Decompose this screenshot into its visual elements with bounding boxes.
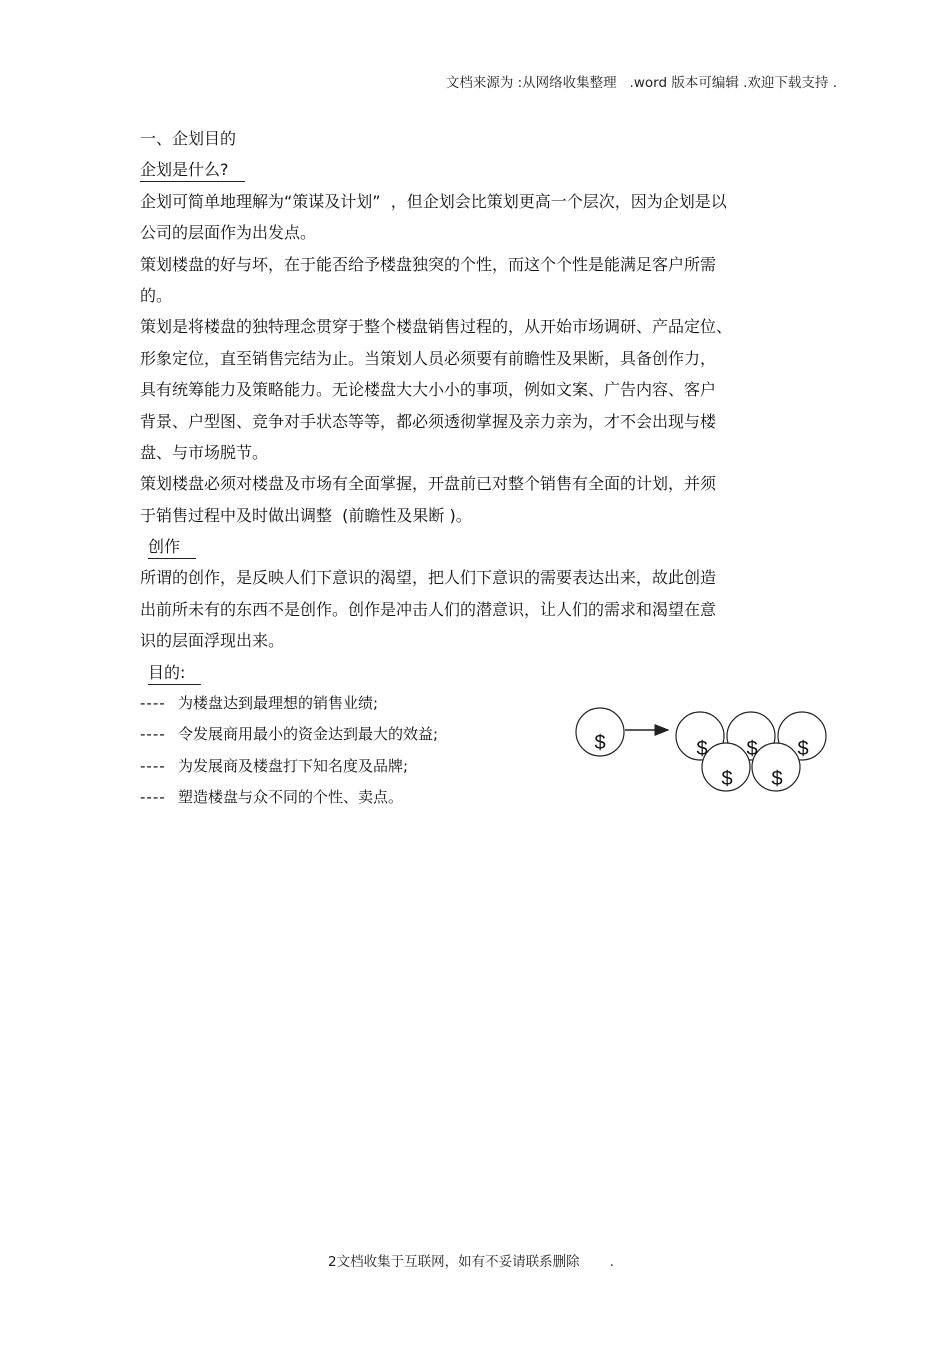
dollar-sign: $ bbox=[696, 738, 708, 760]
goal-heading-row bbox=[140, 657, 820, 688]
subheading: 企划是什么? bbox=[140, 159, 245, 182]
paragraph-line: 盘、与市场脱节。 bbox=[140, 442, 269, 462]
paragraph-line: 策划楼盘的好与坏，在于能否给予楼盘独突的个性，而这个个性是能满足客户所需 bbox=[140, 254, 717, 274]
paragraph-line: 具有统筹能力及策略能力。无论楼盘大大小小的事项，例如文案、广告内容、客户 bbox=[140, 380, 717, 400]
creation-heading-row bbox=[140, 531, 820, 562]
paragraph-line: 企划可简单地理解为“策谋及计划” ，但企划会比策划更高一个层次，因为企划是以 bbox=[140, 191, 727, 211]
paragraph-line: 策划是将楼盘的独特理念贯穿于整个楼盘销售过程的，从开始市场调研、产品定位、 bbox=[140, 317, 733, 337]
bullet-dash: ---- bbox=[140, 756, 166, 775]
goal-text: 为楼盘达到最理想的销售业绩; bbox=[178, 694, 379, 713]
paragraph-line: 识的层面浮现出来。 bbox=[140, 631, 285, 651]
paragraph-line: 背景、户型图、竞争对手状态等等，都必须透彻掌握及亲力亲为，才不会出现与楼 bbox=[140, 411, 717, 431]
dollar-sign: $ bbox=[746, 738, 758, 760]
paragraph-line: 的。 bbox=[140, 285, 173, 305]
bullet-dash: ---- bbox=[140, 788, 166, 807]
coin-stack bbox=[676, 712, 826, 791]
paragraph-line: 出前所未有的东西不是创作。创作是冲击人们的潜意识，让人们的需求和渴望在意 bbox=[140, 599, 717, 619]
section-heading: 一、企划目的 bbox=[140, 129, 237, 148]
goal-text: 塑造楼盘与众不同的个性、卖点。 bbox=[178, 788, 404, 807]
bullet-dash: ---- bbox=[140, 725, 166, 744]
bullet-dash: ---- bbox=[140, 694, 166, 713]
single-coin bbox=[576, 708, 624, 756]
dollar-sign: $ bbox=[771, 768, 783, 790]
goal-text: 为发展商及楼盘打下知名度及品牌; bbox=[178, 756, 409, 775]
creation-heading: 创作 bbox=[148, 536, 196, 559]
dollar-sign: $ bbox=[594, 732, 606, 754]
header-note: 文档来源为 :从网络收集整理 .word 版本可编辑 .欢迎下载支持 . bbox=[445, 75, 837, 91]
dollar-sign: $ bbox=[797, 738, 809, 760]
paragraph-line: 形象定位，直至销售完结为止。当策划人员必须要有前瞻性及果断，具备创作力， bbox=[140, 348, 717, 368]
paragraph-line: 于销售过程中及时做出调整 (前瞻性及果断 )。 bbox=[140, 505, 472, 525]
subheading-row bbox=[140, 154, 820, 185]
paragraph-line: 策划楼盘必须对楼盘及市场有全面掌握，开盘前已对整个销售有全面的计划，并须 bbox=[140, 474, 717, 494]
dollar-sign: $ bbox=[721, 768, 733, 790]
goal-text: 令发展商用最小的资金达到最大的效益; bbox=[178, 725, 439, 744]
money-growth-diagram bbox=[570, 700, 840, 800]
paragraph-line: 所谓的创作，是反映人们下意识的渴望，把人们下意识的需要表达出来，故此创造 bbox=[140, 568, 717, 588]
goal-heading: 目的: bbox=[148, 662, 201, 685]
footer-note: 2文档收集于互联网，如有不妥请联系删除 . bbox=[328, 1254, 614, 1270]
paragraph-line: 公司的层面作为出发点。 bbox=[140, 223, 317, 243]
